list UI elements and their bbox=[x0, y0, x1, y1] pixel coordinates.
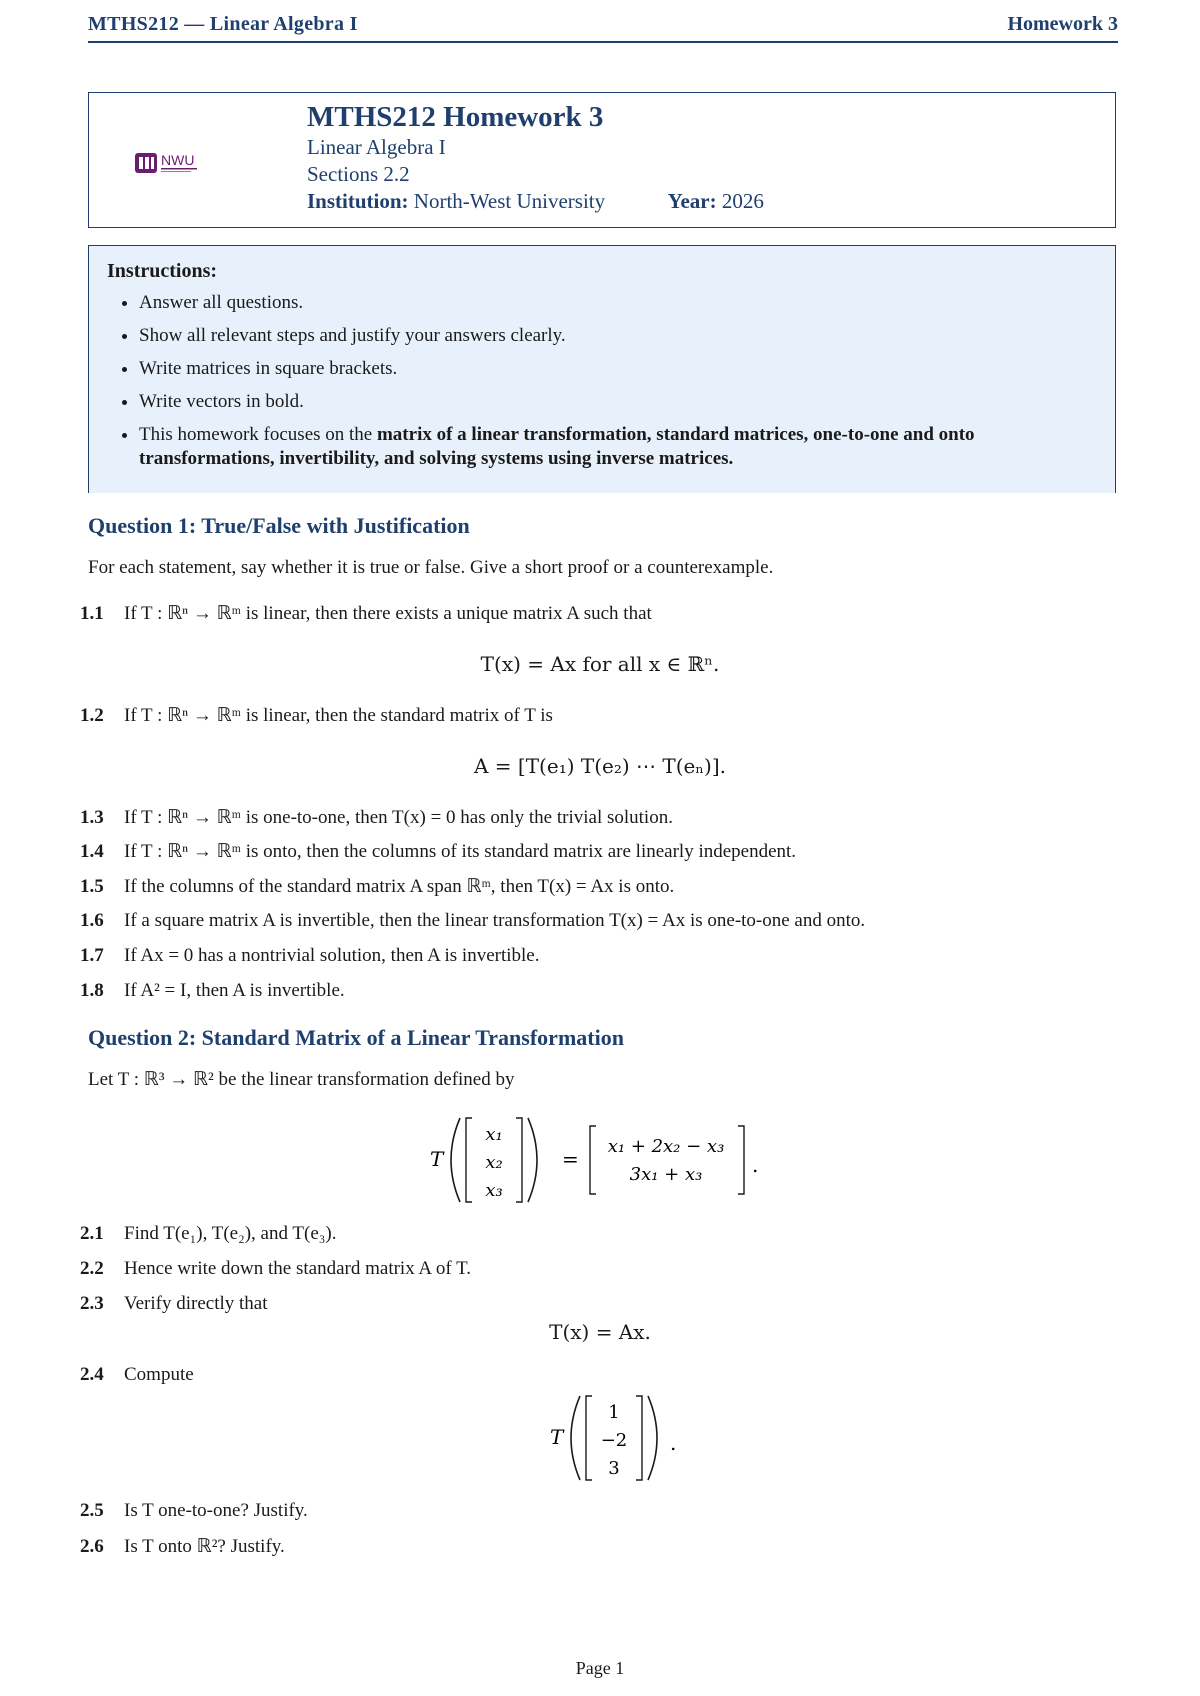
equals-sign: = bbox=[562, 1147, 579, 1171]
right-bracket bbox=[516, 1118, 522, 1202]
period: . bbox=[670, 1431, 677, 1455]
left-bracket bbox=[466, 1118, 472, 1202]
focus-topics: matrix of a linear transformation, standard matrices, one-to-one and onto transformations, invertibility, and solving systems using inverse matrices. bbox=[139, 424, 975, 469]
q1-item-8 bbox=[80, 980, 345, 1002]
q1-item-3 bbox=[80, 806, 673, 829]
institution-year-line bbox=[307, 188, 764, 215]
item-number: 2.2 bbox=[80, 1258, 104, 1279]
year-value: 2026 bbox=[721, 189, 764, 213]
item-text: Compute bbox=[124, 1364, 194, 1385]
item-number: 2.5 bbox=[80, 1500, 104, 1521]
left-paren bbox=[571, 1396, 580, 1480]
q2-item-2 bbox=[80, 1258, 471, 1280]
q1-item-6 bbox=[80, 910, 865, 932]
title-text-block bbox=[307, 101, 764, 215]
instructions-heading: Instructions: bbox=[107, 260, 218, 282]
period: . bbox=[752, 1153, 759, 1177]
output-entry: 3x₁ + x₃ bbox=[629, 1164, 703, 1185]
q2-item-3 bbox=[80, 1293, 268, 1315]
item-number: 1.1 bbox=[80, 603, 104, 624]
q1-item-1 bbox=[80, 602, 652, 625]
page-number: Page 1 bbox=[575, 1658, 625, 1678]
question-1-heading: Question 1: True/False with Justification bbox=[88, 513, 470, 538]
question-1-intro: For each statement, say whether it is true or false. Give a short proof or a counterexample. bbox=[88, 557, 774, 578]
right-paren bbox=[528, 1118, 537, 1202]
item-number: 1.5 bbox=[80, 876, 104, 897]
output-entry: x₁ + 2x₂ − x₃ bbox=[607, 1136, 725, 1157]
vector-entry: −2 bbox=[600, 1430, 628, 1451]
institution-value: North-West University bbox=[413, 189, 606, 213]
item-text: Is T one-to-one? Justify. bbox=[124, 1500, 308, 1521]
question-2-heading: Question 2: Standard Matrix of a Linear Transformation bbox=[88, 1025, 624, 1050]
item-number: 1.7 bbox=[80, 945, 104, 966]
item-number: 2.1 bbox=[80, 1223, 104, 1244]
q1-display-equation-2: A = [T(e₁) T(e₂) ⋯ T(eₙ)]. bbox=[474, 754, 726, 778]
right-bracket bbox=[636, 1396, 642, 1480]
item-number: 2.3 bbox=[80, 1293, 104, 1314]
left-bracket bbox=[590, 1126, 596, 1194]
question-2-intro: Let T : ℝ³ → ℝ² be the linear transformation defined by bbox=[88, 1069, 515, 1090]
right-paren bbox=[648, 1396, 657, 1480]
t-symbol: T bbox=[430, 1147, 444, 1171]
instruction-item-focus bbox=[139, 423, 1097, 471]
item-text: If T : ℝⁿ → ℝᵐ is linear, then there exists a unique matrix A such that bbox=[124, 603, 652, 624]
item-text: Is T onto ℝ²? Justify. bbox=[124, 1536, 285, 1557]
instruction-item: • Write matrices in square brackets. bbox=[139, 357, 1097, 381]
focus-prefix: This homework focuses on the bbox=[139, 424, 377, 445]
compute-expression bbox=[540, 1388, 700, 1488]
institution-label: Institution: bbox=[307, 189, 409, 213]
instructions-box bbox=[88, 245, 1116, 493]
item-text: If T : ℝⁿ → ℝᵐ is onto, then the columns of its standard matrix are linearly independent. bbox=[124, 841, 797, 862]
course-name: Linear Algebra I bbox=[307, 135, 446, 159]
item-number: 1.6 bbox=[80, 910, 104, 931]
q2-item-1 bbox=[80, 1223, 336, 1245]
item-number: 1.8 bbox=[80, 980, 104, 1001]
item-text: Hence write down the standard matrix A of T. bbox=[124, 1258, 472, 1279]
logo-text: NWU bbox=[161, 152, 195, 168]
q1-item-2 bbox=[80, 704, 553, 727]
year-label: Year: bbox=[667, 189, 717, 213]
right-bracket bbox=[738, 1126, 744, 1194]
t-symbol: T bbox=[550, 1425, 564, 1449]
item-number: 2.6 bbox=[80, 1536, 104, 1557]
q1-item-5 bbox=[80, 875, 674, 898]
item-text: If a square matrix A is invertible, then the linear transformation T(x) = Ax is one-to-one and onto. bbox=[124, 910, 866, 931]
item-number: 1.4 bbox=[80, 841, 104, 862]
title-box bbox=[88, 92, 1116, 228]
instructions-list bbox=[107, 291, 1097, 471]
running-header-right: Homework 3 bbox=[1007, 13, 1118, 35]
instruction-item: • Write vectors in bold. bbox=[139, 390, 1097, 414]
instruction-item: • Show all relevant steps and justify your answers clearly. bbox=[139, 324, 1097, 348]
item-text: If T : ℝⁿ → ℝᵐ is one-to-one, then T(x) = 0 has only the trivial solution. bbox=[124, 807, 673, 828]
item-number: 1.2 bbox=[80, 705, 104, 726]
item-number: 1.3 bbox=[80, 807, 104, 828]
vector-entry: 3 bbox=[608, 1458, 620, 1479]
q2-item-4 bbox=[80, 1364, 194, 1386]
instruction-item: • Answer all questions. bbox=[139, 291, 1097, 315]
header-rule bbox=[88, 41, 1118, 43]
q1-display-equation-1: T(x) = Ax for all x ∈ ℝⁿ. bbox=[480, 652, 720, 676]
item-number: 2.4 bbox=[80, 1364, 104, 1385]
transformation-definition bbox=[420, 1110, 780, 1210]
item-text: If Ax = 0 has a nontrivial solution, then A is invertible. bbox=[124, 945, 540, 966]
q2-verify-equation: T(x) = Ax. bbox=[549, 1320, 651, 1344]
item-text: Find T(e₁), T(e₂), and T(e₃). bbox=[124, 1223, 337, 1244]
sections-label: Sections 2.2 bbox=[307, 162, 410, 186]
q2-item-6 bbox=[80, 1535, 285, 1558]
q2-item-5 bbox=[80, 1500, 308, 1522]
input-entry: x₁ bbox=[485, 1124, 503, 1145]
item-text: If T : ℝⁿ → ℝᵐ is linear, then the standard matrix of T is bbox=[124, 705, 553, 726]
q1-item-4 bbox=[80, 840, 796, 863]
input-entry: x₃ bbox=[485, 1180, 503, 1201]
nwu-logo bbox=[135, 147, 215, 177]
item-text: If A² = I, then A is invertible. bbox=[124, 980, 345, 1001]
left-paren bbox=[451, 1118, 460, 1202]
vector-entry: 1 bbox=[608, 1402, 620, 1423]
input-entry: x₂ bbox=[485, 1152, 503, 1173]
item-text: Verify directly that bbox=[124, 1293, 268, 1314]
left-bracket bbox=[586, 1396, 592, 1480]
document-title: MTHS212 Homework 3 bbox=[307, 101, 604, 133]
item-text: If the columns of the standard matrix A span ℝᵐ, then T(x) = Ax is onto. bbox=[124, 876, 675, 897]
q1-item-7 bbox=[80, 945, 539, 967]
running-header-left: MTHS212 — Linear Algebra I bbox=[88, 13, 358, 35]
